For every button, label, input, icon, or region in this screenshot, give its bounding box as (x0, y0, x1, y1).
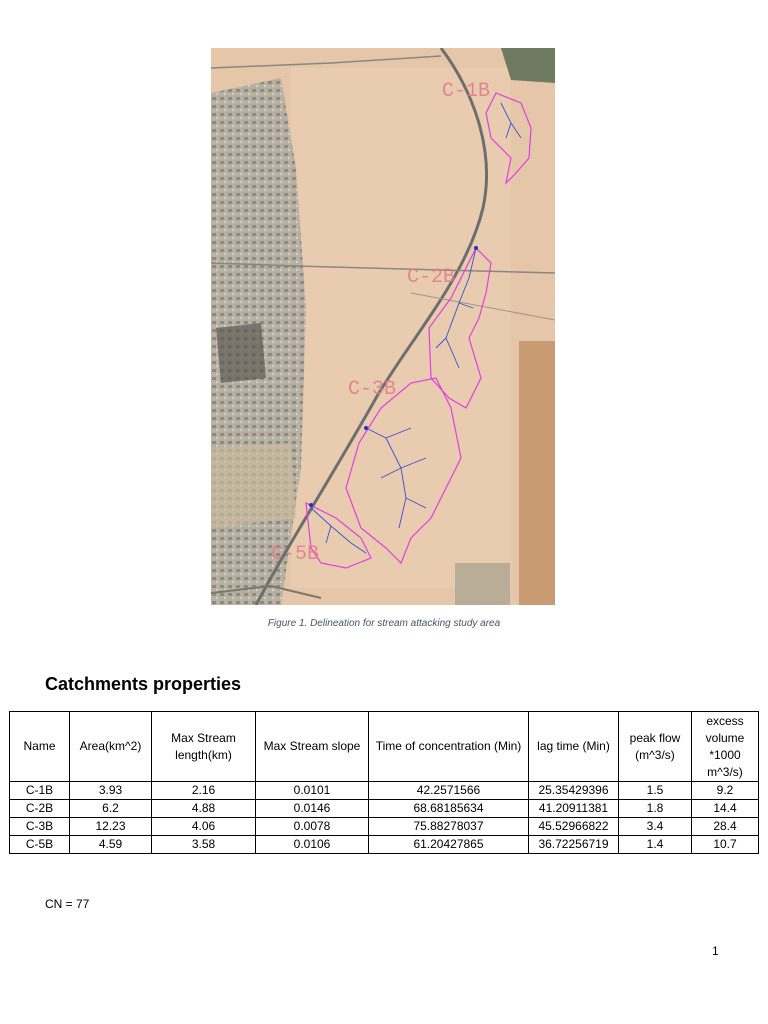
page-number: 1 (712, 944, 719, 958)
table-cell: 75.88278037 (369, 818, 529, 836)
table-row (10, 818, 759, 836)
table-cell: 1.8 (619, 800, 692, 818)
map-label-c-2b: C-2B (407, 266, 456, 289)
map-label-c-5b: C-5B (271, 543, 320, 566)
table-header-row (10, 712, 759, 782)
column-header: lag time (Min) (529, 712, 619, 782)
table-cell: 4.06 (152, 818, 256, 836)
table-cell: 6.2 (70, 800, 152, 818)
column-header: peak flow (m^3/s) (619, 712, 692, 782)
table-row (10, 836, 759, 854)
column-header: excess volume *1000 m^3/s) (692, 712, 759, 782)
table-cell: C-1B (10, 782, 70, 800)
table-cell: 25.35429396 (529, 782, 619, 800)
table-cell: 0.0101 (256, 782, 369, 800)
table-cell: 4.59 (70, 836, 152, 854)
table-cell: 0.0078 (256, 818, 369, 836)
table-row (10, 782, 759, 800)
satellite-map-figure (211, 48, 555, 605)
column-header: Name (10, 712, 70, 782)
table-cell: 1.4 (619, 836, 692, 854)
catchment-map (211, 48, 555, 605)
table-cell: 61.20427865 (369, 836, 529, 854)
column-header: Area(km^2) (70, 712, 152, 782)
table-cell: C-2B (10, 800, 70, 818)
figure-caption: Figure 1. Delineation for stream attacking study area (267, 618, 501, 629)
table-cell: 0.0106 (256, 836, 369, 854)
table-cell: 41.20911381 (529, 800, 619, 818)
table-cell: 3.93 (70, 782, 152, 800)
column-header: Max Stream slope (256, 712, 369, 782)
map-label-c-3b: C-3B (348, 378, 397, 401)
table-cell: 10.7 (692, 836, 759, 854)
table-cell: 12.23 (70, 818, 152, 836)
cn-value-text: CN = 77 (45, 897, 90, 911)
catchments-properties-table (9, 711, 759, 854)
table-cell: 36.72256719 (529, 836, 619, 854)
table-cell: 4.88 (152, 800, 256, 818)
table-cell: 45.52966822 (529, 818, 619, 836)
column-header: Max Stream length(km) (152, 712, 256, 782)
column-header: Time of concentration (Min) (369, 712, 529, 782)
table-cell: 3.4 (619, 818, 692, 836)
section-title: Catchments properties (45, 674, 242, 694)
table-cell: C-3B (10, 818, 70, 836)
table-cell: 42.2571566 (369, 782, 529, 800)
map-label-c-1b: C-1B (442, 80, 491, 103)
table-cell: 68.68185634 (369, 800, 529, 818)
table-cell: C-5B (10, 836, 70, 854)
table-row (10, 800, 759, 818)
table-cell: 3.58 (152, 836, 256, 854)
table-cell: 0.0146 (256, 800, 369, 818)
table-cell: 14.4 (692, 800, 759, 818)
terrain-strip (519, 341, 555, 605)
table-cell: 2.16 (152, 782, 256, 800)
table-cell: 9.2 (692, 782, 759, 800)
table-cell: 28.4 (692, 818, 759, 836)
table-cell: 1.5 (619, 782, 692, 800)
